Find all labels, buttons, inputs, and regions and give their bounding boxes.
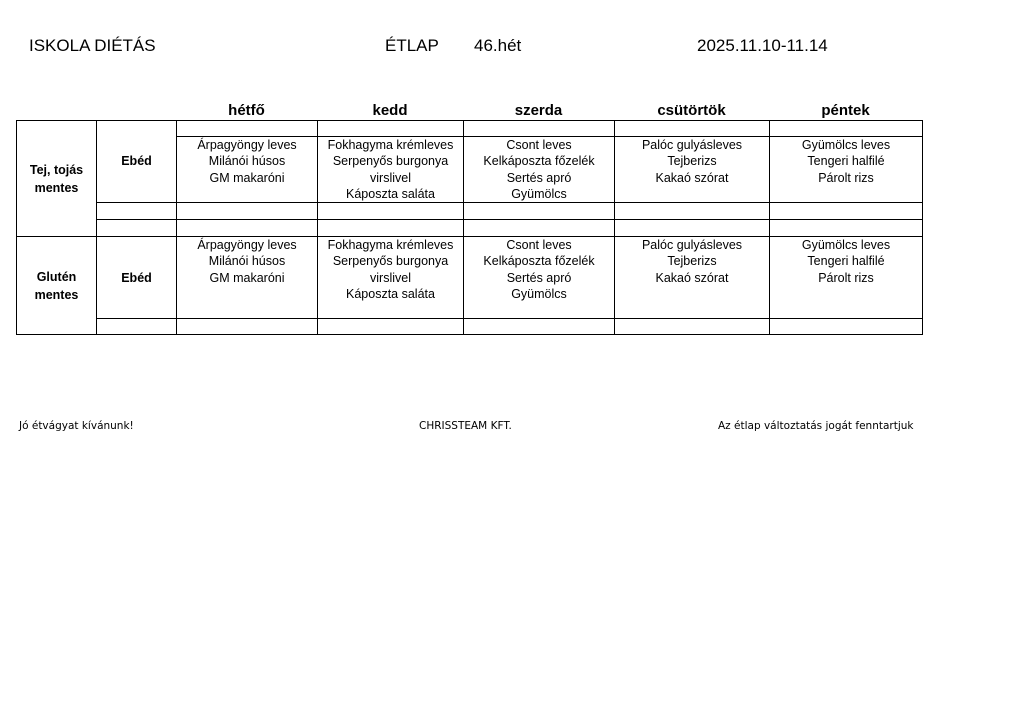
menu-cell: Fokhagyma krémleves Serpenyős burgonya virslivel Káposzta saláta: [318, 137, 464, 203]
menu-table: [16, 120, 923, 335]
menu-cell: Csont leves Kelkáposzta főzelék Sertés apró Gyümölcs: [464, 137, 615, 203]
day-header-wednesday: szerda: [514, 102, 563, 119]
table-row: [17, 203, 923, 220]
date-range: 2025.11.10-11.14: [697, 36, 828, 55]
week-number: 46.hét: [474, 36, 522, 55]
footer-disclaimer: Az étlap változtatás jogát fenntartjuk: [718, 420, 914, 432]
menu-cell: Gyümölcs leves Tengeri halfilé Párolt rizs: [770, 137, 923, 203]
meal-label: Ebéd: [97, 237, 177, 319]
menu-cell: Csont leves Kelkáposzta főzelék Sertés apró Gyümölcs: [464, 237, 615, 319]
table-row: [17, 220, 923, 237]
footer-company: CHRISSTEAM KFT.: [419, 420, 512, 432]
day-header-row: [16, 102, 922, 122]
day-header-friday: péntek: [821, 102, 870, 119]
day-header-monday: hétfő: [228, 102, 265, 119]
meal-label-group1: Ebéd: [121, 154, 152, 168]
table-row: [17, 319, 923, 335]
day-header-tuesday: kedd: [372, 102, 408, 119]
table-row: [17, 121, 923, 137]
footer-greeting: Jó étvágyat kívánunk!: [19, 420, 134, 432]
table-row: [17, 237, 923, 319]
day-header-thursday: csütörtök: [657, 102, 726, 119]
diet-group-label: Glutén mentes: [17, 237, 97, 335]
menu-cell: Gyümölcs leves Tengeri halfilé Párolt rizs: [770, 237, 923, 319]
diet-group-label: Tej, tojás mentes: [17, 121, 97, 237]
menu-cell: Árpagyöngy leves Milánói húsos GM makaróni: [177, 137, 318, 203]
school-title: ISKOLA DIÉTÁS: [29, 36, 156, 55]
menu-cell: Fokhagyma krémleves Serpenyős burgonya virslivel Káposzta saláta: [318, 237, 464, 319]
menu-cell: Árpagyöngy leves Milánói húsos GM makaróni: [177, 237, 318, 319]
menu-label: ÉTLAP: [385, 36, 439, 55]
menu-cell: Palóc gulyásleves Tejberizs Kakaó szórat: [615, 137, 770, 203]
menu-cell: Palóc gulyásleves Tejberizs Kakaó szórat: [615, 237, 770, 319]
